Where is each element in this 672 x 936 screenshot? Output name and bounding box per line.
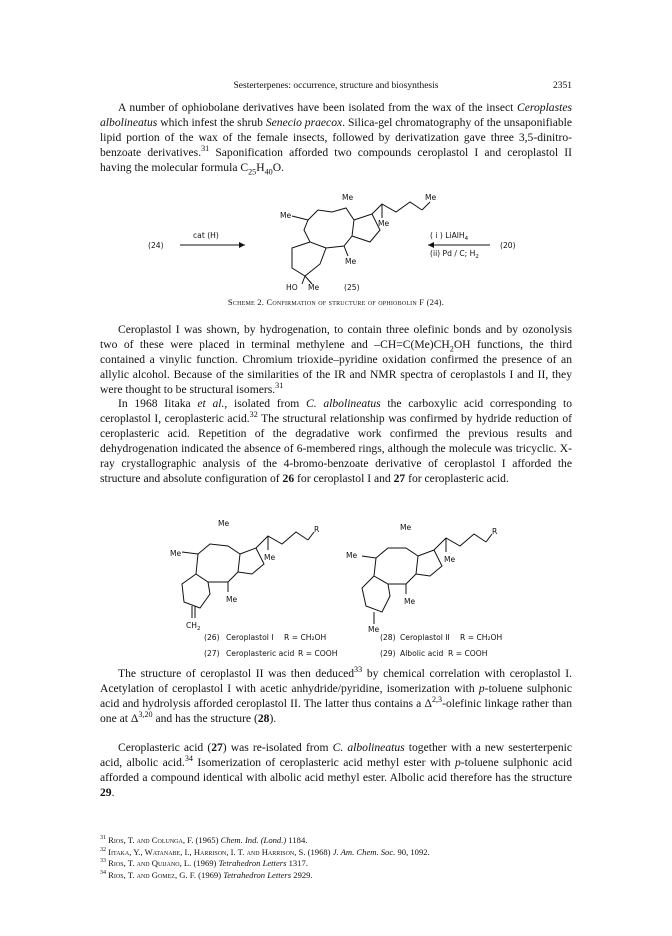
reference-32 (100, 847, 572, 859)
reference-31 (100, 835, 572, 847)
label-28: (28) (380, 633, 396, 642)
atom-r: R (492, 527, 498, 536)
text: -olefinic linkage rather than one at Δ (100, 696, 572, 725)
text: for ceroplasteric acid. (405, 471, 509, 485)
atom-me: Me (226, 595, 238, 604)
bond-me (422, 202, 430, 210)
side-chain (434, 534, 486, 550)
text: Isomerization of ceroplasteric acid methyl ester with (192, 755, 455, 769)
text: The structure of ceroplastol II was then deduced (118, 667, 355, 680)
species-name: C. albolineatus (332, 741, 405, 754)
text: Saponification afforded two compounds ceroplastol I and ceroplastol II having the molecular formula C (100, 145, 572, 174)
molecule-28-29 (346, 523, 498, 634)
bond-me (362, 556, 376, 558)
structures-26-29 (100, 518, 572, 662)
compound-ref: 29 (100, 785, 112, 799)
text: p (454, 755, 461, 769)
ref-journal: J. Am. Chem. Soc. (332, 846, 396, 857)
ref-year: (1968) (305, 846, 333, 857)
page-number: 2351 (553, 81, 572, 91)
ref-journal: Tetrahedron Letters (223, 869, 292, 880)
scheme-2 (100, 190, 572, 294)
r-26: R = CH₂OH (284, 633, 327, 642)
right-reagent-1: ( i ) LiAlH$_4$ (430, 231, 469, 242)
text: In 1968 Iitaka (118, 397, 198, 410)
arrow-head (239, 242, 245, 248)
plant-name: Senecio praecox (265, 115, 343, 129)
atom-me: Me (308, 283, 320, 292)
atom-ch2: $CH_2$ (186, 621, 201, 632)
name-29: Albolic acid (400, 649, 444, 658)
compound-ref: 26 (282, 471, 295, 485)
bond-me (182, 552, 198, 554)
label-29: (29) (380, 649, 396, 658)
atom-me: Me (444, 555, 456, 564)
atom-me: Me (404, 597, 416, 606)
structures-figure (100, 518, 572, 662)
ref-year: (1969) (196, 869, 224, 880)
ref-authors: Rios, T. and Gomez, G. F. (108, 869, 197, 880)
text: for ceroplastol I and (294, 471, 394, 485)
atom-me: Me (264, 553, 276, 562)
molecule-25 (280, 193, 437, 292)
ring-8 (374, 548, 418, 584)
ref-volume: 2929. (291, 869, 313, 880)
ref-year: (1965) (193, 835, 221, 845)
text: OH functions, the third contained a vinylic function. Chromium trioxide–pyridine oxidation confirmed the presence of an allylic alcohol. Because of the similarities of the IR and NMR spectra of ceroplastols I and II, they were thought to be structural isomers. (100, 337, 572, 396)
arrow-head (428, 242, 434, 248)
ref-volume: 1317. (286, 858, 308, 869)
paragraph-1 (100, 101, 572, 176)
citation-33: 33 (354, 665, 363, 675)
ring-8 (196, 544, 240, 582)
text: together with a new sesterterpenic acid, albolic acid. (100, 741, 573, 769)
bond-me (292, 216, 308, 220)
text: , isolated from (224, 397, 307, 410)
text: . (111, 785, 115, 799)
atom-me: Me (218, 519, 230, 528)
ref-authors: Rios, T. and Colunga, F. (108, 835, 194, 845)
ref-number: 32 (100, 846, 107, 853)
ring-5b (352, 214, 380, 242)
formula-sub: 40 (264, 166, 273, 176)
side-chain (372, 202, 422, 214)
right-reagent-2: (ii) Pd / C; $H_2$ (430, 249, 479, 260)
r-28: R = CH₂OH (460, 633, 503, 642)
text: A number of ophiobolane derivatives have been isolated from the wax of the insect (118, 101, 518, 114)
atom-me: Me (400, 523, 412, 532)
ref-journal: Tetrahedron Letters (218, 858, 287, 869)
text: -toluene sulphonic acid afforded a compound identical with albolic acid methyl ester. Albolic acid therefore has the structure (100, 755, 572, 784)
compound-20-label: (20) (500, 241, 516, 250)
paragraph-3 (100, 397, 572, 486)
text: -toluene sulphonic acid and hydrolysis afforded ceroplastol II. The latter thus contains a Δ (100, 681, 572, 710)
atom-me: Me (425, 193, 437, 202)
paragraph-4 (100, 667, 572, 727)
side-chain (256, 532, 308, 548)
atom-me: Me (342, 193, 354, 202)
ref-number: 34 (100, 869, 107, 876)
atom-me: Me (368, 625, 380, 634)
compound-24-label: (24) (148, 241, 164, 250)
text: which infest the shrub (157, 115, 266, 129)
atom-r: R (314, 525, 320, 534)
citation-31: 31 (275, 380, 284, 390)
atom-me: Me (280, 211, 292, 220)
ref-number: 31 (100, 835, 107, 842)
reference-33 (100, 858, 572, 870)
paragraph-5 (100, 741, 572, 801)
label-27: (27) (204, 649, 220, 658)
ring-5b (238, 548, 264, 574)
r-27: R = COOH (298, 649, 338, 658)
species-name: Ceroplastes albolineatus (100, 101, 572, 129)
compound-ref: 28 (257, 711, 270, 725)
text: ). (269, 711, 277, 725)
citation-31: 31 (201, 143, 210, 153)
formula-sub: 2 (449, 344, 454, 354)
bond-me (344, 246, 348, 256)
label-26: (26) (204, 633, 220, 642)
text: O. (272, 160, 284, 174)
name-27: Ceroplasteric acid (226, 649, 295, 658)
ring-5a (292, 242, 326, 276)
species-name: C. albolineatus (306, 397, 381, 410)
compound-25-label: (25) (344, 283, 360, 292)
ref-number: 33 (100, 858, 107, 865)
text: The structural relationship was confirmed by hydride reduction of ceroplasteric acid. Repetition of the degradative work confirmed the previous results and dehydrogenation indicated the absence of 6-membered rings, although the molecule was tricyclic. X-ray crystallographic analysis of the 4-bromo-benzoate derivative of ceroplastol I afforded the structure and absolute configuration of (100, 411, 573, 485)
ring-8 (304, 208, 354, 248)
ring-5b (416, 550, 442, 576)
ref-authors: Rios, T. and Quijano, L. (108, 858, 192, 869)
r-29: R = COOH (448, 649, 488, 658)
name-28: Ceroplastol II (400, 633, 450, 642)
scheme-2-structure (100, 190, 572, 294)
text: by chemical correlation with ceroplastol I. Acetylation of ceroplastol I with acetic anhydride/pyridine, isomerization with (100, 667, 572, 695)
left-reagent: cat (H) (193, 231, 219, 240)
text: and has the structure ( (152, 711, 258, 725)
running-title: Sesterterpenes: occurrence, structure and biosynthesis (233, 81, 439, 91)
paragraph-2 (100, 323, 572, 398)
atom-me: Me (378, 219, 390, 228)
superscript: 3,20 (138, 709, 153, 719)
compound-ref: 27 (211, 741, 223, 754)
text: Ceroplasteric acid ( (118, 741, 212, 754)
ring-5a (362, 576, 390, 612)
formula-sub: 25 (248, 166, 257, 176)
text: the carboxylic acid corresponding to ceroplastol I, ceroplasteric acid. (100, 397, 572, 425)
ref-volume: 90, 1092. (395, 846, 430, 857)
atom-ho: HO (286, 283, 298, 292)
running-header (100, 81, 572, 95)
molecule-26-27 (170, 519, 320, 632)
ref-year: (1969) (191, 858, 219, 869)
atom-me: Me (170, 549, 182, 558)
footnotes (100, 835, 572, 881)
text: . Silica-gel chromatography of the unsaponifiable lipid portion of the wax of the female insects, followed by derivatization gave three 3,5-dinitro-benzoate derivatives. (100, 115, 573, 159)
citation-32: 32 (249, 410, 258, 420)
ring-5a (182, 574, 210, 608)
text: H (256, 160, 265, 174)
citation-34: 34 (184, 754, 193, 764)
compound-ref: 27 (393, 471, 406, 485)
reference-34 (100, 870, 572, 882)
scheme-2-caption: Scheme 2. Confirmation of structure of ophiobolin F (24). (227, 297, 445, 307)
atom-me: Me (346, 551, 358, 560)
superscript: 2,3 (431, 694, 443, 704)
ref-journal: Chem. Ind. (Lond.) (220, 835, 287, 845)
text: Ceroplastol I was shown, by hydrogenation, to contain three olefinic bonds and by ozonolysis two of these were placed in terminal methylene and –CH=C(Me)CH (100, 323, 572, 351)
ref-volume: 1184. (286, 835, 308, 845)
ref-authors: Iitaka, Y., Watanabe, I., Harrison, I. T. and Harrison, S. (108, 846, 306, 857)
name-26: Ceroplastol I (226, 633, 274, 642)
text: p (478, 681, 485, 695)
bond-oh (302, 276, 305, 284)
text: ) was re-isolated from (222, 741, 333, 754)
atom-me: Me (345, 257, 357, 266)
text: et al. (197, 397, 225, 410)
